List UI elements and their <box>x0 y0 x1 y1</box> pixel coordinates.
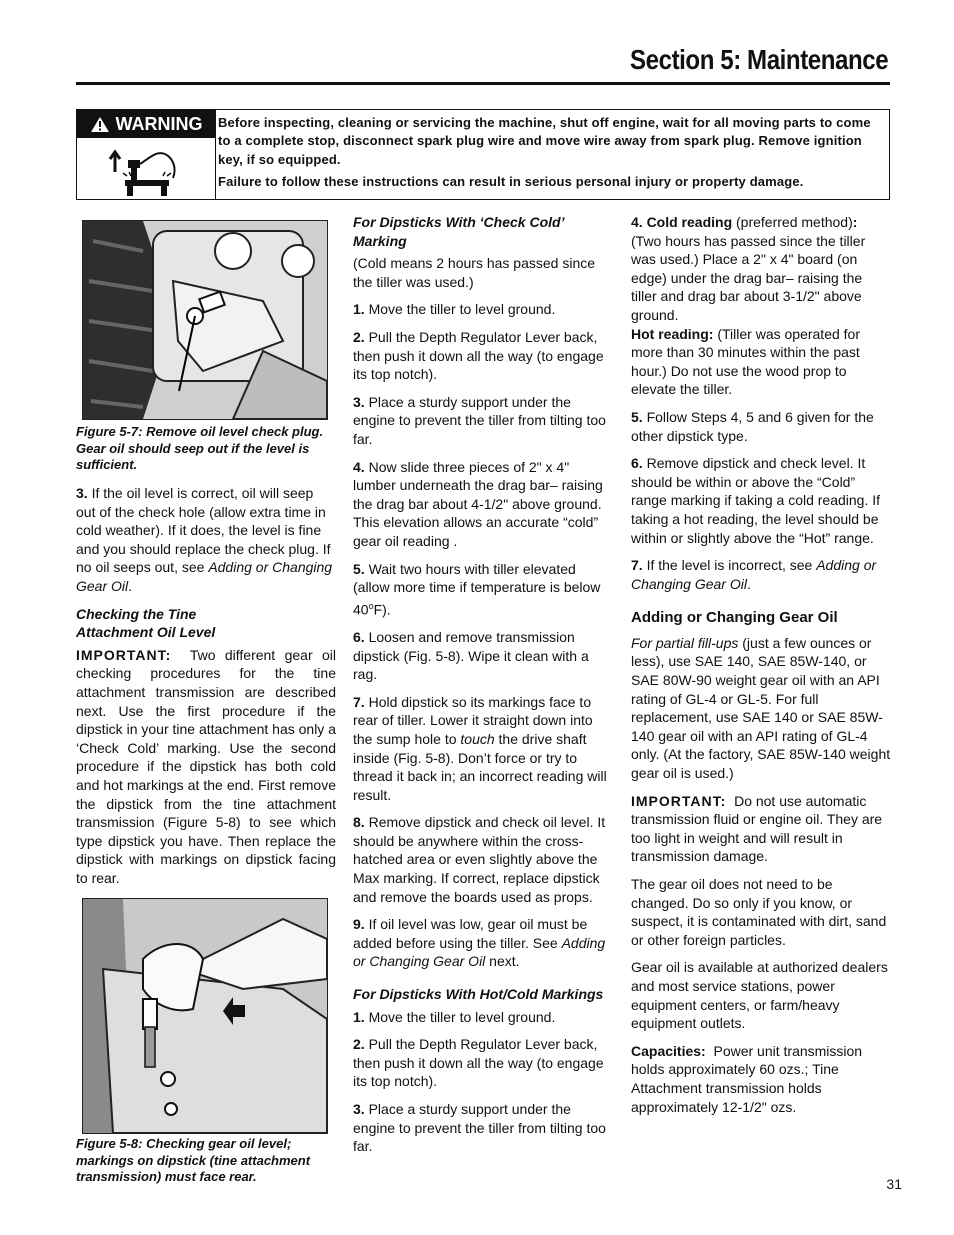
step-text: If oil level was low, gear oil must be added before using the tiller. See <box>353 916 588 951</box>
page-number: 31 <box>886 1176 902 1192</box>
important-label: IMPORTANT: <box>76 646 172 663</box>
step-text-end: F). <box>373 601 391 618</box>
important-text: Do not use automatic transmission fluid or engine oil. They are too light in weight and will result in transmission damage. <box>631 792 883 865</box>
warning-label <box>77 110 215 138</box>
step-text: (Two hours has passed since the tiller was used.) Place a 2" x 4" board (on edge) under the drag bar– raising the tiller and drag bar about 3-1/2" above ground. <box>631 232 866 323</box>
step-text: Remove dipstick and check oil level. It should be anywhere within the cross-hatched area or even slightly above the Max marking. If correct, replace dipstick and remove the boards used as props. <box>353 814 606 905</box>
hot-step-6: 6. Remove dipstick and check level. It should be within or above the “Cold” range marking if taking a cold reading. If taking a hot reading, the level should be within or slightly above the “Hot” range. <box>631 455 881 546</box>
partial-fill-label: For partial fill-ups <box>631 634 739 651</box>
cold-step-2: 2. Pull the Depth Regulator Lever back, then push it down all the way (to engage its top notch). <box>353 328 604 383</box>
step-text-end: the drive shaft inside (Fig. 5-8). Don’t force or try to thread it back in; an incorrect reading will result. <box>353 730 607 803</box>
warning-label-text: WARNING <box>115 113 203 134</box>
check-cold-heading: For Dipsticks With ‘Check Cold’ Marking <box>353 214 564 249</box>
cold-step-5: 5. Wait two hours with tiller elevated (allow more time if temperature is below 40$^o$F). <box>353 560 601 618</box>
step-text: Move the tiller to level ground. <box>368 1008 556 1025</box>
warning-triangle-icon <box>90 116 110 133</box>
important-paragraph <box>76 646 336 888</box>
step-number: 3. <box>76 485 88 501</box>
capacities-paragraph <box>631 1042 891 1116</box>
page-title: Section 5: Maintenance <box>629 44 888 75</box>
cold-step-6: 6. Loosen and remove transmission dipstick (Fig. 5-8). Wipe it clean with a rag. <box>353 628 589 683</box>
hot-cold-heading: For Dipsticks With Hot/Cold Markings <box>353 986 604 1003</box>
spark-plug-disconnect-icon <box>107 146 185 198</box>
figure-5-7-caption: Figure 5-7: Remove oil level check plug. Gear oil should seep out if the level is sufficient. <box>76 424 324 472</box>
hot-step-5: 5. Follow Steps 4, 5 and 6 given for the other dipstick type. <box>631 408 874 444</box>
cross-reference: Adding or Changing Gear Oil <box>631 557 877 592</box>
cross-reference: Adding or Changing Gear Oil <box>76 559 333 594</box>
heading-line-2: Attachment Oil Level <box>76 624 216 641</box>
step-note: (preferred method) <box>732 214 853 230</box>
column-3 <box>631 213 891 1125</box>
figure-5-8-image <box>82 898 328 1134</box>
hot-step-2: 2. Pull the Depth Regulator Lever back, then push it down all the way (to engage its top notch). <box>353 1036 604 1090</box>
cold-step-3: 3. Place a sturdy support under the engine to prevent the tiller from tilting too far. <box>353 393 606 447</box>
step-text: Move the tiller to level ground. <box>368 301 556 318</box>
important-label: IMPORTANT: <box>631 792 727 809</box>
warning-text <box>218 114 883 196</box>
cold-intro: (Cold means 2 hours has passed since the tiller was used.) <box>353 255 596 290</box>
step-label: 4. Cold reading <box>631 214 733 230</box>
step-text: Place a sturdy support under the engine to prevent the tiller from tilting too far. <box>353 1101 606 1155</box>
tine-oil-heading <box>76 605 336 642</box>
title-rule <box>76 82 890 85</box>
cold-step-8: 8. Remove dipstick and check oil level. It should be anywhere within the cross-hatched area or even slightly above the Max marking. If correct, replace dipstick and remove the boards used as props. <box>353 814 606 905</box>
step-text: Wait two hours with tiller elevated (allow more time if temperature is below 40 <box>353 560 601 618</box>
step-text: Hold dipstick so its markings face to rear of tiller. Lower it straight down into the sump hole to <box>353 693 593 747</box>
step-text: Loosen and remove transmission dipstick (Fig. 5-8). Wipe it clean with a rag. <box>353 628 589 683</box>
hot-step-1: 1. Move the tiller to level ground. <box>353 1008 556 1025</box>
important-text: Two different gear oil checking procedures for the tine attachment transmission are described next. Use the first procedure if the dipstick in your tine attachment has only a ‘Check Cold’ marking. Use the second procedure if the dipstick has both cold and hot markings at the end. First remove the dipstick from the tine attachment transmission (Figure 5-8) to see which type dipstick you have. Then replace the dipstick with markings on dipstick facing to rear. <box>76 646 336 886</box>
capacities-text: Power unit transmission holds approximately 60 ozs.; Tine Attachment transmission holds approximately 12-1/2" ozs. <box>631 1042 863 1115</box>
gear-oil-availability-paragraph: Gear oil is available at authorized dealers and most service stations, power equipment centers, or farm/heavy equipment outlets. <box>631 959 888 1032</box>
warning-text-instructions: Before inspecting, cleaning or servicing the machine, shut off engine, wait for all moving parts to come to a complete stop, disconnect spark plug wire and move wire away from spark plug. Remove ignition key, if so equipped. <box>218 115 871 167</box>
step-text: Place a sturdy support under the engine to prevent the tiller from tilting too far. <box>353 393 606 447</box>
degree-sup: o <box>368 600 374 611</box>
cold-step-4: 4. Now slide three pieces of 2" x 4" lumber underneath the drag bar– raising the drag bar about 4-1/2" above ground. This elevation allows an accurate “cold” gear oil reading . <box>353 458 603 549</box>
hot-reading-label: Hot reading: <box>631 325 714 342</box>
adding-changing-heading: Adding or Changing Gear Oil <box>631 609 838 627</box>
column-2 <box>353 213 611 1165</box>
cold-step-1: 1. Move the tiller to level ground. <box>353 301 556 318</box>
warning-box <box>76 109 890 200</box>
partial-fill-text: (just a few ounces or less), use SAE 140, SAE 85W-140, or SAE 80W-90 weight gear oil with an API rating of GL-4 or GL-5. For full replacement, use SAE 140 or SAE 85W-140 gear oil with an API rating of GL-4 only. (At the factory, SAE 85W-140 weight gear oil is used.) <box>631 634 891 782</box>
hot-step-7: 7. If the level is incorrect, see Adding or Changing Gear Oil. <box>631 557 877 592</box>
column-1 <box>76 484 336 896</box>
warning-symbol-panel <box>77 110 216 199</box>
step-text: If the oil level is correct, oil will seep out of the check hole (allow extra time in cold weather). If it does, the level is fine and you should replace the check plug. If no oil seeps out, see <box>76 485 331 576</box>
step-text: Remove dipstick and check level. It should be within or above the “Cold” range marking if taking a cold reading. If taking a hot reading, the level should be within or slightly above the “Hot” range. <box>631 455 881 546</box>
step-text-end: . <box>746 575 751 592</box>
emphasis: touch <box>460 730 495 747</box>
step-text: Pull the Depth Regulator Lever back, then push it down all the way (to engage its top notch). <box>353 1036 604 1090</box>
hot-reading-text: (Tiller was operated for more than 30 minutes within the past hour.) Do not use the wood prop to elevate the tiller. <box>631 325 860 398</box>
cross-reference: Adding or Changing Gear Oil <box>353 934 606 970</box>
step-text: Pull the Depth Regulator Lever back, then push it down all the way (to engage its top notch). <box>353 328 604 383</box>
step-text: Follow Steps 4, 5 and 6 given for the other dipstick type. <box>631 408 874 444</box>
colon: : <box>852 214 858 230</box>
cold-step-7: 7. Hold dipstick so its markings face to rear of tiller. Lower it straight down into the sump hole to touch the drive shaft inside (Fig. 5-8). Don’t force or try to thread it back in; an incorrect reading will result. <box>353 693 607 803</box>
cold-step-9: 9. If oil level was low, gear oil must be added before using the tiller. See Adding or Changing Gear Oil next. <box>353 916 606 970</box>
hot-step-4 <box>631 213 891 399</box>
capacities-label: Capacities: <box>631 1042 706 1059</box>
gear-oil-change-paragraph: The gear oil does not need to be changed. Do so only if you know, or suspect, it is contaminated with dirt, sand or other foreign particles. <box>631 876 887 948</box>
hot-step-3: 3. Place a sturdy support under the engine to prevent the tiller from tilting too far. <box>353 1101 606 1155</box>
step-text-end: next. <box>485 953 520 970</box>
warning-text-consequence: Failure to follow these instructions can result in serious personal injury or property damage. <box>218 174 804 190</box>
figure-5-7-image <box>82 220 328 420</box>
partial-fill-paragraph <box>631 634 891 783</box>
important-paragraph-2 <box>631 792 891 866</box>
step-3-paragraph: 3. If the oil level is correct, oil will seep out of the check hole (allow extra time in cold weather). If it does, the level is fine and you should replace the check plug. If no oil seeps out, see Adding or Changing Gear Oil. <box>76 485 333 594</box>
step-text: Now slide three pieces of 2" x 4" lumber underneath the drag bar– raising the drag bar about 4-1/2" above ground. This elevation allows an accurate “cold” gear oil reading . <box>353 458 603 549</box>
figure-5-8-caption: Figure 5-8: Checking gear oil level; markings on dipstick (tine attachment transmission) must face rear. <box>76 1136 311 1184</box>
step-text: If the level is incorrect, see <box>646 557 817 574</box>
heading-line-1: Checking the Tine <box>76 605 197 622</box>
